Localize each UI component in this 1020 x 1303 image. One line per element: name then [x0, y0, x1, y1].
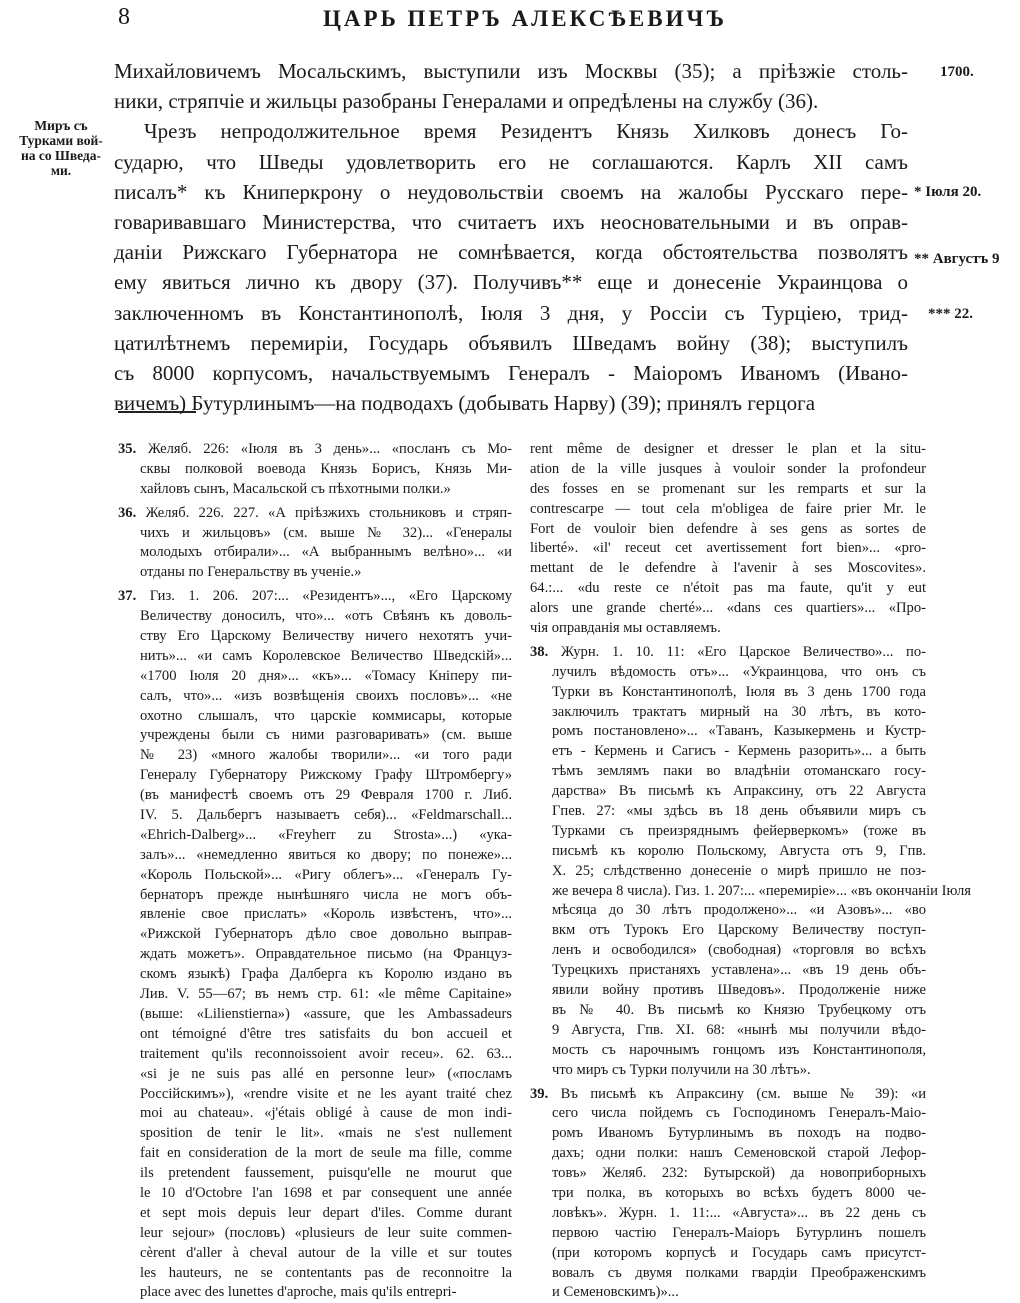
- margin-date-22: *** 22.: [928, 306, 973, 323]
- footnote-text: Лив. V. 55—67; въ немъ стр. 61: «le même Capitaine»: [140, 986, 512, 1002]
- footnote-line: [118, 707, 512, 727]
- footnote-line: [118, 667, 512, 687]
- footnote-line: [530, 1164, 926, 1184]
- footnote-line: [530, 742, 926, 762]
- footnote-text: alors une grande cherté»... «dans ces quartiers»... «Про-: [530, 600, 926, 616]
- footnote-line: [530, 440, 926, 460]
- footnote-line: [118, 1045, 512, 1065]
- footnote-line: [118, 1283, 512, 1303]
- footnote-text: IV. 5. Дальбергъ называетъ себя)... «Feldmarschall...: [140, 807, 512, 823]
- footnote-text: fait en consideration de la mort de seule ma fille, comme: [140, 1145, 512, 1161]
- footnote-text: чихъ и жильцовъ» (см. выше № 32)... «Генералы: [140, 525, 512, 541]
- footnote-text: Турецкихъ пристаняхъ уставлена»... «въ 19 день объ-: [552, 962, 926, 978]
- footnote-line: [530, 762, 926, 782]
- footnote-text: Генералу Губернатору Рижскому Графу Штромбергу»: [140, 767, 512, 783]
- footnotes-left-column: [118, 440, 512, 1303]
- footnote-text: хайловъ сынъ, Масальской съ пѣхотными полки.»: [140, 481, 451, 497]
- margin-date-august-9: ** Августъ 9: [914, 251, 1000, 268]
- footnote-line: [530, 480, 926, 500]
- footnote-line: [118, 1005, 512, 1025]
- footnote-text: чiя оправданiя мы оставляемъ.: [530, 620, 721, 636]
- footnote-line: [530, 782, 926, 802]
- footnote-line: [118, 1184, 512, 1204]
- footnote-line: [530, 663, 926, 683]
- footnote-text: rent même de designer et dresser le plan et la situ-: [530, 441, 926, 457]
- footnote-text: 64.:... «du reste ce n'étoit pas ma faute, qu'it y eut: [530, 580, 926, 596]
- footnote-text: Гиз. 1. 206. 207:... «Резидентъ»..., «Его Царскому: [150, 588, 512, 604]
- footnote-text: сквы полковой воевода Князь Борисъ, Князь Ми-: [140, 461, 512, 477]
- footnote-text: (въ манифестѣ своемъ отъ 29 Февраля 1700 г. Либ.: [140, 787, 512, 803]
- footnote-text: вкм отъ Турокъ Его Царскому Величеству поступ-: [552, 922, 926, 938]
- footnote-line: [118, 1204, 512, 1224]
- main-text: [114, 56, 908, 418]
- footnote-text: молодыхъ отбирали»... «А выбраннымъ велѣно»... «и: [140, 544, 512, 560]
- main-text-line: писалъ* къ Книперкрону о неудовольствiи своемъ на жалобы Русскаго пере-: [114, 177, 908, 207]
- footnote-line: [118, 563, 512, 583]
- footnote-line: [530, 599, 926, 619]
- footnote-text: ленъ и освободился» (свободная) «торговля во всѣхъ: [552, 942, 926, 958]
- footnote-text: охотно слышалъ, что царскiе коммисары, которые: [140, 708, 512, 724]
- footnote-line: [530, 842, 926, 862]
- footnote-line: [530, 822, 926, 842]
- main-text-line: данiи Рижскаго Губернатора не сомнѣвается, когда обстоятельства позволятъ: [114, 237, 908, 267]
- footnote-line: [118, 806, 512, 826]
- footnote-text: скомъ языкѣ) Графа Далберга къ Королю издано въ: [140, 966, 512, 982]
- footnote-line: [118, 504, 512, 524]
- footnote-line: [530, 1264, 926, 1284]
- footnote-text: нить»... «и самъ Королевское Величество Шведскiй»...: [140, 648, 512, 664]
- footnote-text: ждать можетъ». Оправдательное письмо (на Француз-: [140, 946, 512, 962]
- main-text-line: сударю, что Шведы удовлетворить его не соглашаются. Карлъ XII самъ: [114, 147, 908, 177]
- footnote-text: Fort de vouloir bien defendre à ses gens as sortes de: [530, 521, 926, 537]
- footnote-line: [118, 726, 512, 746]
- footnote-line: [118, 460, 512, 480]
- footnote-line: [530, 1021, 926, 1041]
- footnote-number: 39.: [530, 1086, 561, 1102]
- footnote-line: [530, 941, 926, 961]
- margin-date-july-20: * Iюля 20.: [914, 184, 981, 201]
- footnote-line: [118, 905, 512, 925]
- footnote-text: тѣмъ землямъ паки во владѣнiи отоманскаго госу-: [552, 763, 926, 779]
- main-text-line: цатилѣтнемъ перемирiи, Государь объявилъ Шведамъ войну (38); выступилъ: [114, 328, 908, 358]
- margin-topic-line: на со Шведа-: [8, 148, 114, 163]
- footnote-line: [530, 1244, 926, 1264]
- main-text-line: ему явиться лично къ двору (37). Получивъ** еще и донесенiе Украинцова о: [114, 267, 908, 297]
- footnote-text: Въ письмѣ къ Апраксину (см. выше № 39): «и: [561, 1086, 926, 1102]
- footnote-line: [118, 1065, 512, 1085]
- footnote-line: [530, 901, 926, 921]
- footnote-line: [530, 683, 926, 703]
- footnote-text: залъ»... «немедленно явиться ко двору; по понеже»...: [140, 847, 512, 863]
- footnote-text: cèrent d'aller à cheval autour de la ville et sur toutes: [140, 1245, 512, 1261]
- footnote-line: [530, 539, 926, 559]
- footnote-text: (при которомъ корпусѣ и Государь самъ присутст-: [552, 1245, 926, 1261]
- footnote-line: [118, 985, 512, 1005]
- footnote-text: Турками съ преизряднымъ фейерверкомъ» (тоже въ: [552, 823, 926, 839]
- footnote-text: что миръ съ Турки получили на 30 лѣтъ».: [552, 1062, 811, 1078]
- footnote-text: вовалъ съ двумя полками гвардiи Преображенскимъ: [552, 1265, 926, 1281]
- footnote-line: [118, 1104, 512, 1124]
- footnote-line: [530, 520, 926, 540]
- footnote-text: ловѣкъ». Журн. 1. 11:... «Августа»... въ 22 день съ: [552, 1205, 926, 1221]
- footnote-text: сего числа пойдемъ съ Господиномъ Генералъ-Маiо-: [552, 1105, 926, 1121]
- footnote-text: явили войну противъ Шведовъ». Продолженiе ниже: [552, 982, 926, 998]
- footnote-text: Россiйскимъ»), «rendre visite et ne les ayant traité chez: [140, 1086, 512, 1102]
- footnote-line: [530, 1144, 926, 1164]
- footnote-line: [118, 1264, 512, 1284]
- footnote-text: sposition de tenir le lit». «mais ne s'est nullement: [140, 1125, 512, 1141]
- footnote-text: moi au chateau». «j'étais obligé à cause de mon indi-: [140, 1105, 512, 1121]
- footnote-text: liberté». «il' receut cet avertissement fort bien»... «pro-: [530, 540, 926, 556]
- footnote-text: Желяб. 226. 227. «А прiѣзжихъ стольниковъ и стряп-: [145, 505, 512, 521]
- margin-topic-line: ми.: [8, 163, 114, 178]
- footnote-line: [530, 1104, 926, 1124]
- footnote-line: [530, 1085, 926, 1105]
- footnote-line: [118, 1164, 512, 1184]
- footnote-line: [530, 643, 926, 663]
- footnote-text: отданы по Генеральству въ ученiе.»: [140, 564, 361, 580]
- footnote: [530, 1085, 926, 1303]
- footnote: [118, 587, 512, 1303]
- footnotes-right-column: [530, 440, 926, 1303]
- footnote-text: салъ, что»... «изъ возвѣщенiя своихъ пословъ»... «не: [140, 688, 512, 704]
- main-text-line: съ 8000 корпусомъ, начальствуемымъ Генералъ - Маiоромъ Иваномъ (Ивано-: [114, 358, 908, 388]
- footnote-line: [530, 1041, 926, 1061]
- footnote-text: Турки въ Константинополѣ, Iюля въ 3 день 1700 года: [552, 684, 926, 700]
- footnote-text: 9 Августа, Гпв. XI. 68: «нынѣ мы получили вѣдо-: [552, 1022, 926, 1038]
- main-text-line: заключенномъ въ Константинополѣ, Iюля 3 дня, у Россiи съ Турцiею, трид-: [114, 298, 908, 328]
- footnote-line: [530, 1204, 926, 1224]
- footnote-text: des fosses en se promenant sur les remparts et sur la: [530, 481, 926, 497]
- footnote-text: «Рижской Губернаторъ дѣло свое довольно выправ-: [140, 926, 512, 942]
- footnote-text: traitement qu'ils reconnoissoient avoir receu». 62. 63...: [140, 1046, 512, 1062]
- footnote-line: [118, 846, 512, 866]
- footnote-text: Величеству доносилъ, что»... «отъ Свѣянъ къ доволь-: [140, 608, 512, 624]
- footnote: [118, 440, 512, 500]
- page-title: ЦАРЬ ПЕТРЪ АЛЕКСѢЕВИЧЪ: [0, 6, 1020, 32]
- footnote-line: [118, 1224, 512, 1244]
- footnote-text: мѣсяца до 30 лѣтъ продолжено»... «и Азовъ»... «во: [552, 902, 926, 918]
- footnote-text: бернаторъ прежде нынѣшняго числа не могъ объ-: [140, 887, 512, 903]
- footnote-text: «1700 Iюля 20 дня»... «къ»... «Томасу Кнiперу пи-: [140, 668, 512, 684]
- footnote-line: [118, 587, 512, 607]
- footnote-line: [118, 965, 512, 985]
- footnote-line: [530, 802, 926, 822]
- footnote-text: Желяб. 226: «Iюля въ 3 день»... «посланъ съ Мо-: [148, 441, 512, 457]
- footnote-line: [530, 1224, 926, 1244]
- page-number: 8: [118, 4, 130, 31]
- footnote-number: 37.: [118, 588, 150, 604]
- footnote-line: [118, 440, 512, 460]
- footnote-text: leur sejour» (пословъ) «plusieurs de leur suite commen-: [140, 1225, 512, 1241]
- footnote-line: [118, 925, 512, 945]
- footnote-text: mettant de le defendre à l'avenir à ses Moscovites».: [530, 560, 926, 576]
- footnote-line: [118, 1025, 512, 1045]
- footnote-text: et sept mois depuis leur depart d'iles. Comme durant: [140, 1205, 512, 1221]
- footnote-text: «Ehrich-Dalberg»... «Freyherr zu Strosta»...) «ука-: [140, 827, 512, 843]
- footnote: [118, 504, 512, 584]
- footnote-divider: [118, 411, 196, 413]
- footnote-line: [118, 480, 512, 500]
- footnote-line: [530, 619, 926, 639]
- footnote-line: [530, 862, 926, 882]
- margin-year: 1700.: [940, 64, 974, 81]
- main-text-line: вичемъ) Бутурлинымъ—на подводахъ (добывать Нарву) (39); принялъ герцога: [114, 388, 908, 418]
- footnote-text: (выше: «Lilienstierna») «assure, que les Ambassadeurs: [140, 1006, 512, 1022]
- margin-topic-line: Турками вой-: [8, 133, 114, 148]
- footnote-text: дарства» Въ письмѣ къ Апраксину, отъ 22 Августа: [552, 783, 926, 799]
- footnote-line: [530, 579, 926, 599]
- footnote-number: 35.: [118, 441, 148, 457]
- footnote-line: [118, 826, 512, 846]
- footnote-line: [530, 961, 926, 981]
- main-text-line: ники, стряпчiе и жильцы разобраны Генералами и опредѣлены на службу (36).: [114, 86, 908, 116]
- footnote-line: [118, 524, 512, 544]
- footnote-text: ation de la ville jusques à vouloir sonder la profondeur: [530, 461, 926, 477]
- footnote-line: [530, 1184, 926, 1204]
- footnote-line: [118, 1144, 512, 1164]
- footnote-line: [530, 559, 926, 579]
- footnote-line: [530, 981, 926, 1001]
- footnote-text: товъ» Желяб. 232: Бутырской) да новоприборныхъ: [552, 1165, 926, 1181]
- footnote-line: [530, 703, 926, 723]
- footnote-number: 36.: [118, 505, 145, 521]
- footnote-text: учреждены были съ ними разговаривать» (см. выше: [140, 727, 512, 743]
- footnote-text: № 23) «много жалобы творили»... «и того ради: [140, 747, 512, 763]
- footnote-text: X. 25; слѣдственно донесенiе о мирѣ пришло не поз-: [552, 863, 926, 879]
- footnote-text: contrescarpe — tout cela m'obligea de faire prier Mr. le: [530, 501, 926, 517]
- footnote-text: ont témoigné d'être tres satisfaits du bon accueil et: [140, 1026, 512, 1042]
- main-text-line: говаривавшаго Министерства, что считаетъ ихъ неосновательными и въ оправ-: [114, 207, 908, 237]
- footnote-line: [118, 766, 512, 786]
- footnote-line: [118, 1124, 512, 1144]
- footnote-text: ромъ постановлено»... «Таванъ, Казыкермень и Кустр-: [552, 723, 926, 739]
- margin-topic-line: Миръ съ: [8, 118, 114, 133]
- footnote-text: «si je ne suis pas allé en personne leur» («посламъ: [140, 1066, 512, 1082]
- footnote-line: [530, 882, 926, 902]
- footnote-text: мость съ нарочнымъ гонцомъ изъ Константинополя,: [552, 1042, 926, 1058]
- footnote-line: [118, 786, 512, 806]
- footnote-text: заключилъ трактатъ мирный на 30 лѣтъ, въ кото-: [552, 704, 926, 720]
- footnote-text: первою частiю Генералъ-Маiоръ Бутурлинъ пошелъ: [552, 1225, 926, 1241]
- footnote-text: дахъ; одни полки: нашъ Семеновской старой Лефор-: [552, 1145, 926, 1161]
- footnote-line: [118, 1085, 512, 1105]
- footnote-text: письмѣ къ королю Польскому, Августа отъ 9, Гпв.: [552, 843, 926, 859]
- footnote-number: 38.: [530, 644, 561, 660]
- footnote-line: [530, 460, 926, 480]
- footnote-text: ромъ Иваномъ Бутурлинымъ въ походъ на подво-: [552, 1125, 926, 1141]
- footnote-text: Гпев. 27: «мы здѣсь въ 18 день объявили миръ съ: [552, 803, 926, 819]
- footnote-line: [530, 1001, 926, 1021]
- footnote-line: [118, 607, 512, 627]
- footnote: [530, 440, 926, 639]
- footnote-text: лучилъ вѣдомость отъ»... «Украинцова, что онъ съ: [552, 664, 926, 680]
- footnote-line: [118, 886, 512, 906]
- footnote-line: [530, 1061, 926, 1081]
- margin-topic-note: [8, 118, 114, 178]
- footnote-line: [118, 866, 512, 886]
- footnote-line: [530, 1124, 926, 1144]
- footnote-text: и Семеновскимъ)»...: [552, 1284, 679, 1300]
- footnote-line: [118, 687, 512, 707]
- footnote-line: [118, 647, 512, 667]
- footnote-text: ству Его Царскому Величеству ничего нехотятъ учи-: [140, 628, 512, 644]
- footnote-text: le 10 d'Octobre l'an 1698 et par consequent une année: [140, 1185, 512, 1201]
- footnote-line: [530, 500, 926, 520]
- footnote-text: въ № 40. Въ письмѣ ко Князю Трубецкому отъ: [552, 1002, 926, 1018]
- footnote-line: [118, 945, 512, 965]
- footnote-text: ils pretendent faussement, puisqu'elle ne mourut que: [140, 1165, 512, 1181]
- footnote-text: les hauteurs, ne se contentants pas de reconnoitre la: [140, 1265, 512, 1281]
- footnote-text: же вечера 8 числа). Гиз. 1. 207:... «перемирiе»... «въ окончанiи Iюля: [552, 883, 971, 899]
- footnote-line: [530, 722, 926, 742]
- footnote-text: «Король Польской»... «Ригу облегъ»... «Генералъ Гу-: [140, 867, 512, 883]
- footnote-text: явленiе свое прислать» «Король извѣстенъ, что»...: [140, 906, 512, 922]
- footnote-line: [118, 543, 512, 563]
- footnote-text: етъ - Кермень и Сагисъ - Кермень разорить»... а быть: [552, 743, 926, 759]
- footnote-line: [118, 746, 512, 766]
- footnote-line: [118, 1244, 512, 1264]
- footnote-line: [530, 1283, 926, 1303]
- main-text-line: Чрезъ непродолжительное время Резидентъ Князь Хилковъ донесъ Го-: [114, 116, 908, 146]
- footnote-text: три полка, въ которыхъ во всѣхъ будетъ 8000 че-: [552, 1185, 926, 1201]
- footnote-line: [118, 627, 512, 647]
- footnote-line: [530, 921, 926, 941]
- main-text-line: Михайловичемъ Мосальскимъ, выступили изъ Москвы (35); а прiѣзжiе столь-: [114, 56, 908, 86]
- footnote-text: place avec des lunettes d'aproche, mais qu'ils entrepri-: [140, 1284, 456, 1300]
- footnote-text: Журн. 1. 10. 11: «Его Царское Величество»... по-: [561, 644, 926, 660]
- footnote: [530, 643, 926, 1081]
